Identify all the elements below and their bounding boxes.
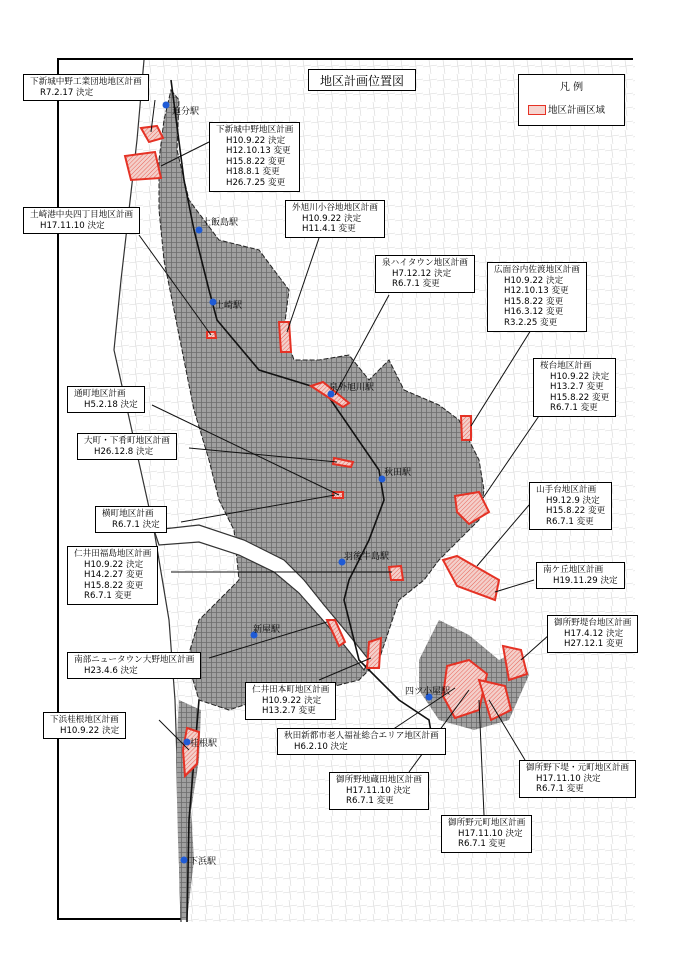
district-label[interactable]: 御所野堤台地区計画 H17.4.12 決定 H27.12.1 変更 bbox=[547, 615, 638, 653]
district-label[interactable]: 通町地区計画 H5.2.18 決定 bbox=[67, 386, 145, 413]
district-label[interactable]: 御所野下堤・元町地区計画 H17.11.10 決定 R6.7.1 変更 bbox=[519, 760, 636, 798]
district-label[interactable]: 横町地区計画 R6.7.1 決定 bbox=[95, 506, 167, 533]
district-label[interactable]: 山手台地区計画 H9.12.9 決定 H15.8.22 変更 R6.7.1 変更 bbox=[529, 482, 612, 530]
station-marker bbox=[181, 857, 188, 864]
district-label[interactable]: 土崎港中央四丁目地区計画 H17.11.10 決定 bbox=[23, 207, 140, 234]
station-label: 新屋駅 bbox=[253, 625, 281, 635]
station-label: 羽後牛島駅 bbox=[344, 552, 390, 562]
station-label: 土崎駅 bbox=[215, 301, 243, 311]
district-label[interactable]: 外旭川小谷地地区計画 H10.9.22 決定 H11.4.1 変更 bbox=[285, 200, 385, 238]
district-label[interactable]: 御所野元町地区計画 H17.11.10 決定 R6.7.1 変更 bbox=[441, 815, 532, 853]
legend-item: 地区計画区域 bbox=[548, 105, 606, 116]
station-marker bbox=[163, 102, 170, 109]
station-label: 四ツ小屋駅 bbox=[405, 687, 451, 697]
station-label: 秋田駅 bbox=[384, 468, 412, 478]
station-label: 泉外旭川駅 bbox=[329, 383, 375, 393]
district-label[interactable]: 下新城中野地区計画 H10.9.22 決定 H12.10.13 変更 H15.8.22 変更 H18.8.1 変更 H26.7.25 変更 bbox=[209, 122, 300, 192]
district-label[interactable]: 南ケ丘地区計画 H19.11.29 決定 bbox=[536, 562, 625, 589]
station-label: 下浜駅 bbox=[189, 857, 217, 867]
map-title: 地区計画位置図 bbox=[308, 69, 416, 91]
station-label: 上飯島駅 bbox=[202, 218, 239, 228]
map-frame bbox=[30, 58, 633, 920]
district-label[interactable]: 下新城中野工業団地地区計画 R7.2.17 決定 bbox=[23, 74, 149, 101]
district-label[interactable]: 仁井田福島地区計画 H10.9.22 決定 H14.2.27 変更 H15.8.22 変更 R6.7.1 変更 bbox=[67, 546, 158, 605]
station-label: 追分駅 bbox=[172, 107, 200, 117]
district-label[interactable]: 下浜桂根地区計画 H10.9.22 決定 bbox=[43, 712, 126, 739]
district-label[interactable]: 大町・下肴町地区計画 H26.12.8 決定 bbox=[77, 433, 177, 460]
district-label[interactable]: 御所野地蔵田地区計画 H17.11.10 決定 R6.7.1 変更 bbox=[329, 772, 429, 810]
legend bbox=[518, 74, 625, 126]
legend-swatch-icon bbox=[528, 105, 546, 115]
district-label[interactable]: 広面谷内佐渡地区計画 H10.9.22 決定 H12.10.13 変更 H15.8.22 変更 H16.3.12 変更 R3.2.25 変更 bbox=[487, 262, 587, 332]
district-label[interactable]: 秋田新都市老人福祉総合エリア地区計画 H6.2.10 決定 bbox=[277, 728, 446, 755]
district-label[interactable]: 泉ハイタウン地区計画 H7.12.12 決定 R6.7.1 変更 bbox=[375, 255, 475, 293]
district-label[interactable]: 仁井田本町地区計画 H10.9.22 決定 H13.2.7 変更 bbox=[245, 682, 336, 720]
station-label: 桂根駅 bbox=[190, 739, 218, 749]
legend-title: 凡 例 bbox=[559, 82, 584, 93]
district-label[interactable]: 桜台地区計画 H10.9.22 決定 H13.2.7 変更 H15.8.22 変更 R6.7.1 変更 bbox=[533, 358, 616, 417]
district-label[interactable]: 南部ニュータウン大野地区計画 H23.4.6 決定 bbox=[67, 652, 201, 679]
